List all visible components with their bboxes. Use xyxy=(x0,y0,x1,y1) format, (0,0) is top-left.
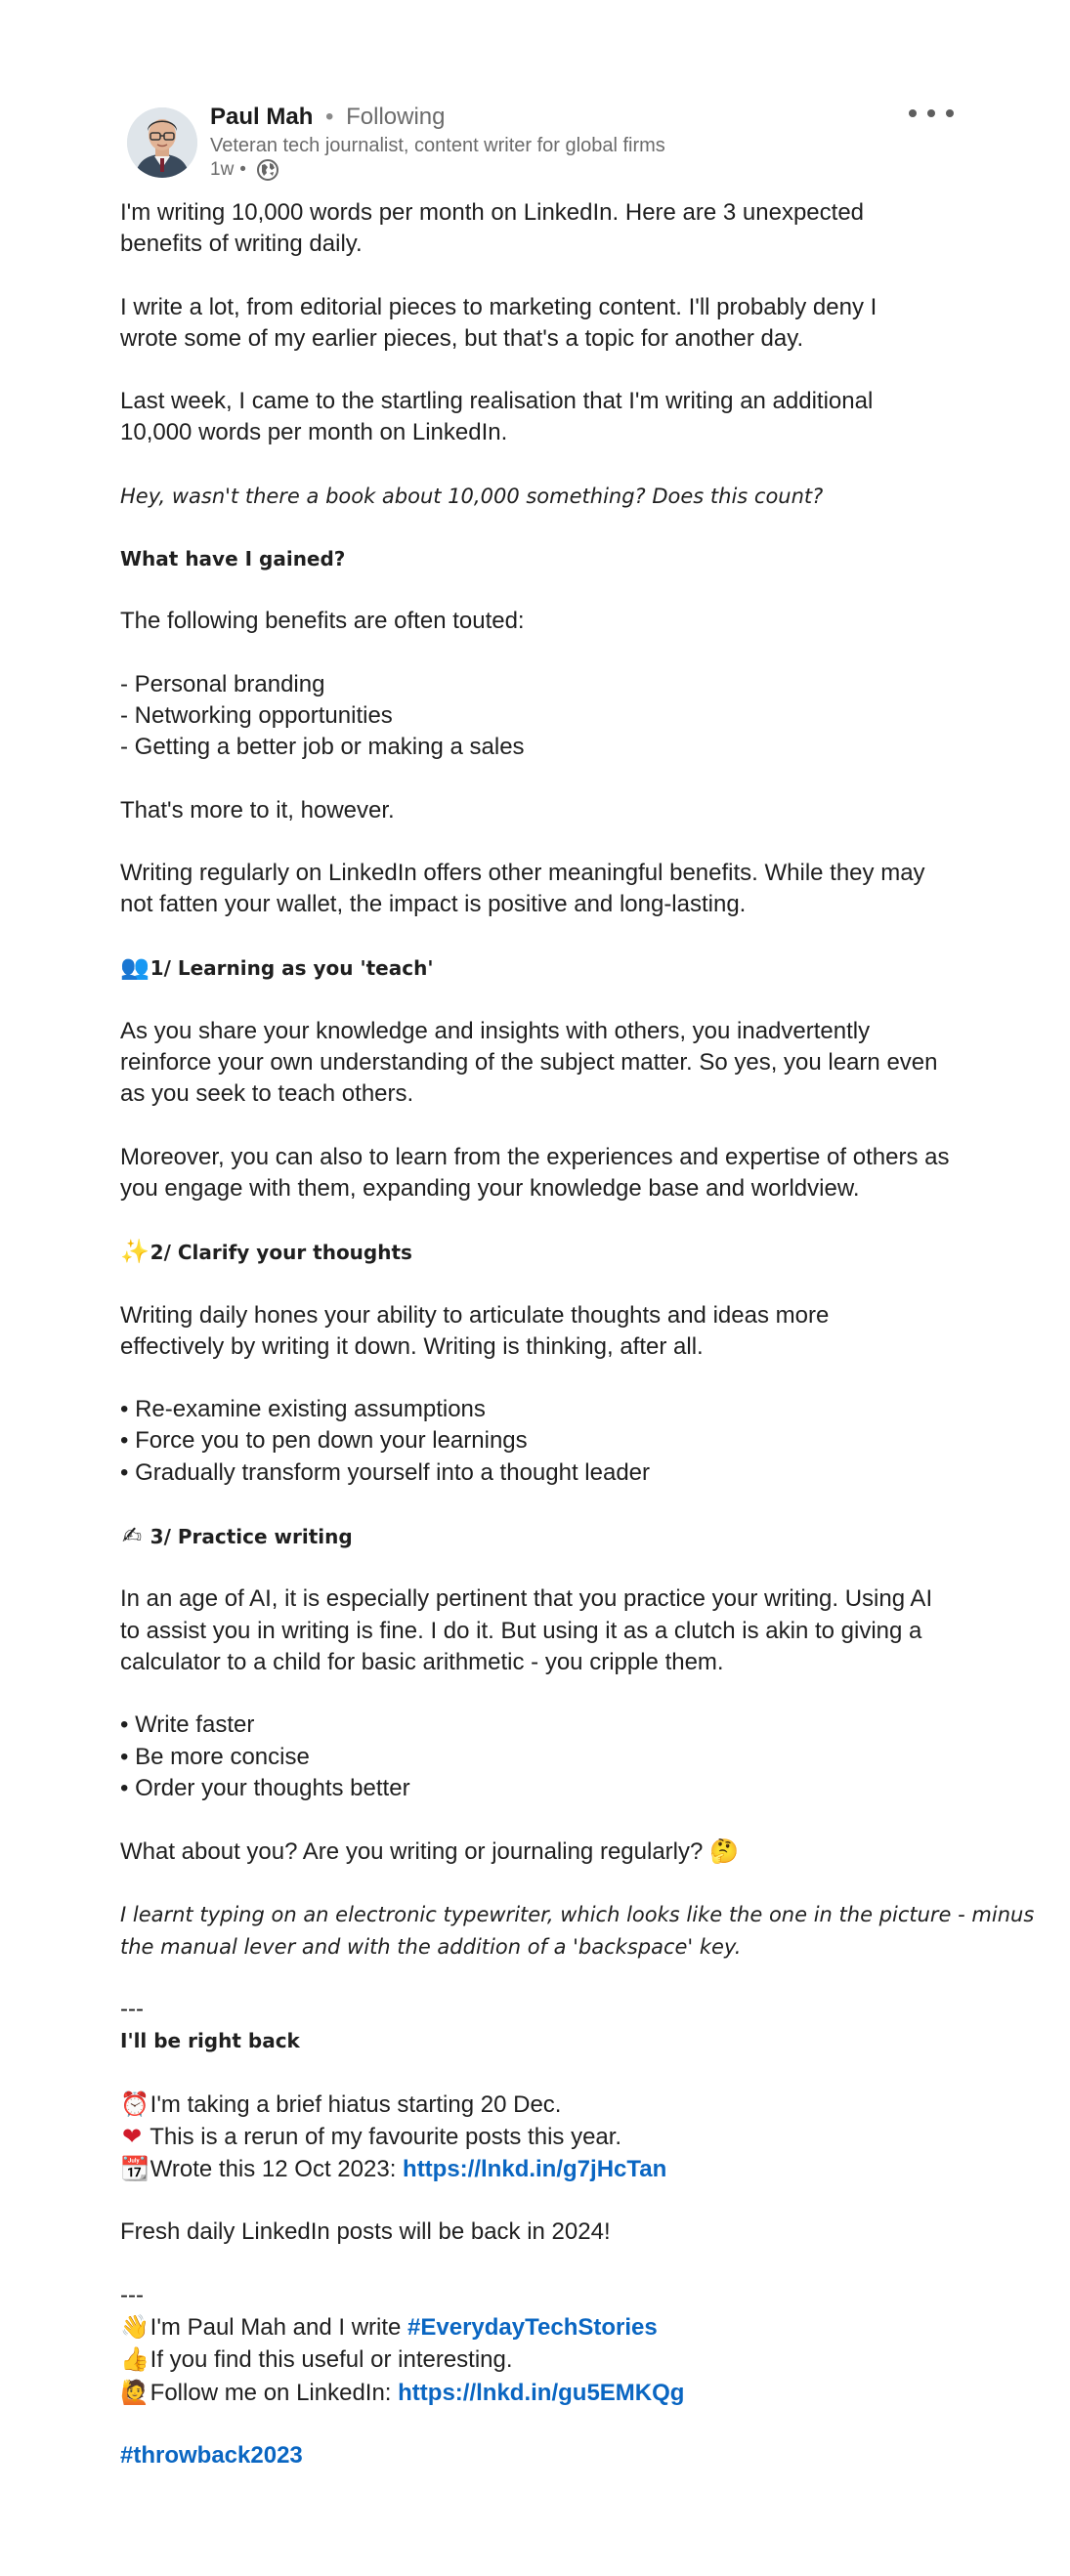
meta-separator: • xyxy=(239,159,246,180)
sparkles-icon: ✨ xyxy=(120,1238,150,1266)
text-line: Last week, I came to the startling realisation that I'm writing an additional xyxy=(120,388,874,415)
section-heading xyxy=(120,2025,961,2056)
text-line: not fatten your wallet, the impact is positive and long-lasting. xyxy=(120,891,747,918)
heading-text: 3/ Practice writing xyxy=(150,1525,353,1549)
author-headline: Veteran tech journalist, content writer for global firms xyxy=(210,135,665,156)
thinking-face-icon: 🤔 xyxy=(709,1837,739,1866)
more-horizontal-icon xyxy=(946,109,954,117)
more-horizontal-icon xyxy=(909,109,917,117)
list-item: • Force you to pen down your learnings xyxy=(120,1427,528,1455)
profile-link[interactable]: https://lnkd.in/gu5EMKQg xyxy=(398,2379,685,2406)
divider xyxy=(120,2280,961,2311)
italic-question xyxy=(120,481,961,512)
thumbs-up-icon: 👍 xyxy=(120,2345,150,2374)
text-line: you engage with them, expanding your knowledge base and worldview. xyxy=(120,1174,860,1202)
raising-hand-icon: 🙋 xyxy=(120,2378,150,2406)
post-body xyxy=(120,197,1035,2503)
follow-status: Following xyxy=(346,104,446,130)
heart-icon: ❤ xyxy=(121,2122,143,2150)
list-item: • Be more concise xyxy=(120,1743,310,1770)
text-line: to assist you in writing is fine. I do it. But using it as a clutch is akin to giving a xyxy=(120,1617,922,1644)
section-heading xyxy=(120,1236,961,1268)
text-line: I'm writing 10,000 words per month on LinkedIn. Here are 3 unexpected xyxy=(120,199,865,226)
name-separator: • xyxy=(325,104,334,130)
calendar-icon: 📆 xyxy=(120,2155,150,2183)
paragraph xyxy=(120,1142,961,1205)
text-line: benefits of writing daily. xyxy=(120,231,363,258)
paragraph xyxy=(120,1836,961,1868)
list-item: - Getting a better job or making a sales xyxy=(120,734,525,761)
text-line: I write a lot, from editorial pieces to marketing content. I'll probably deny I xyxy=(120,293,877,320)
section-heading xyxy=(120,1520,961,1552)
hashtags xyxy=(120,2440,961,2471)
heading-text: What have I gained? xyxy=(120,547,346,571)
text-line: reinforce your own understanding of the subject matter. So yes, you learn even xyxy=(120,1049,938,1077)
paragraph xyxy=(120,606,961,637)
text-line: Follow me on LinkedIn: xyxy=(150,2379,399,2406)
more-horizontal-icon xyxy=(927,109,935,117)
signature xyxy=(120,2311,961,2409)
text-line: Wrote this 12 Oct 2023: xyxy=(150,2156,404,2183)
heading-text: 2/ Clarify your thoughts xyxy=(150,1241,412,1265)
text-line: As you share your knowledge and insights with others, you inadvertently xyxy=(120,1017,871,1044)
list-item: • Re-examine existing assumptions xyxy=(120,1396,486,1423)
paragraph xyxy=(120,197,961,261)
post-time: 1w xyxy=(210,159,235,180)
text-line: That's more to it, however. xyxy=(120,796,395,823)
text-line: I learnt typing on an electronic typewriter, which looks like the one in the picture - minus xyxy=(120,1903,1035,1927)
paragraph xyxy=(120,858,961,921)
paragraph xyxy=(120,1584,961,1678)
paragraph xyxy=(120,795,961,826)
text-line: In an age of AI, it is especially pertinent that you practice your writing. Using AI xyxy=(120,1585,933,1613)
post-link[interactable]: https://lnkd.in/g7jHcTan xyxy=(403,2156,667,2183)
text-line: wrote some of my earlier pieces, but that's a topic for another day. xyxy=(120,324,804,352)
text-line: as you seek to teach others. xyxy=(120,1080,414,1108)
text-line: I'm Paul Mah and I write xyxy=(150,2314,408,2342)
alarm-clock-icon: ⏰ xyxy=(120,2090,150,2118)
list-item: • Gradually transform yourself into a thought leader xyxy=(120,1458,651,1486)
bullet-list xyxy=(120,1710,961,1804)
paragraph xyxy=(120,1016,961,1111)
text-line: Writing regularly on LinkedIn offers other meaningful benefits. While they may xyxy=(120,859,925,886)
author-line xyxy=(210,104,446,131)
divider xyxy=(120,1994,961,2025)
heading-text: I'll be right back xyxy=(120,2029,300,2053)
text-line: 10,000 words per month on LinkedIn. xyxy=(120,419,508,446)
divider-text: --- xyxy=(120,1995,144,2022)
text-line: the manual lever and with the addition of a 'backspace' key. xyxy=(120,1934,742,1959)
italic-note xyxy=(120,1899,1035,1963)
section-heading xyxy=(120,951,961,984)
divider-text: --- xyxy=(120,2281,144,2308)
post-header xyxy=(0,0,1070,195)
text-line: Hey, wasn't there a book about 10,000 something? Does this count? xyxy=(120,484,824,508)
text-line: Moreover, you can also to learn from the experiences and expertise of others as xyxy=(120,1143,950,1170)
text-line: This is a rerun of my favourite posts this year. xyxy=(150,2123,622,2150)
list-item: - Networking opportunities xyxy=(120,701,393,729)
more-options-button[interactable] xyxy=(909,100,954,127)
text-line: If you find this useful or interesting. xyxy=(150,2346,513,2374)
people-icon: 👥 xyxy=(120,953,150,982)
text-line: What about you? Are you writing or journaling regularly? xyxy=(120,1838,704,1866)
globe-icon xyxy=(256,158,279,182)
writing-hand-icon: ✍ xyxy=(121,1522,143,1550)
bullet-list xyxy=(120,1394,961,1489)
avatar[interactable] xyxy=(127,107,197,178)
text-line: Writing daily hones your ability to articulate thoughts and ideas more xyxy=(120,1301,830,1329)
author-name[interactable]: Paul Mah xyxy=(210,104,314,130)
hashtag-link[interactable]: #throwback2023 xyxy=(120,2441,303,2469)
section-heading xyxy=(120,543,961,574)
text-line: The following benefits are often touted: xyxy=(120,608,525,635)
text-line: effectively by writing it down. Writing is thinking, after all. xyxy=(120,1332,704,1360)
paragraph xyxy=(120,386,961,449)
list-item: • Write faster xyxy=(120,1711,255,1739)
paragraph xyxy=(120,2217,961,2248)
paragraph xyxy=(120,1300,961,1364)
waving-hand-icon: 👋 xyxy=(120,2313,150,2342)
hashtag-link[interactable]: #EverydayTechStories xyxy=(407,2314,658,2342)
paragraph xyxy=(120,292,961,356)
list-item: - Personal branding xyxy=(120,670,325,697)
heading-text: 1/ Learning as you 'teach' xyxy=(150,956,434,981)
text-line: calculator to a child for basic arithmetic - you cripple them. xyxy=(120,1648,724,1675)
avatar-portrait xyxy=(127,107,197,178)
post-meta xyxy=(210,158,279,182)
text-line: Fresh daily LinkedIn posts will be back in 2024! xyxy=(120,2218,611,2246)
benefit-list xyxy=(120,669,961,764)
notice-list xyxy=(120,2089,961,2186)
list-item: • Order your thoughts better xyxy=(120,1774,410,1801)
text-line: I'm taking a brief hiatus starting 20 Dec. xyxy=(150,2090,562,2118)
